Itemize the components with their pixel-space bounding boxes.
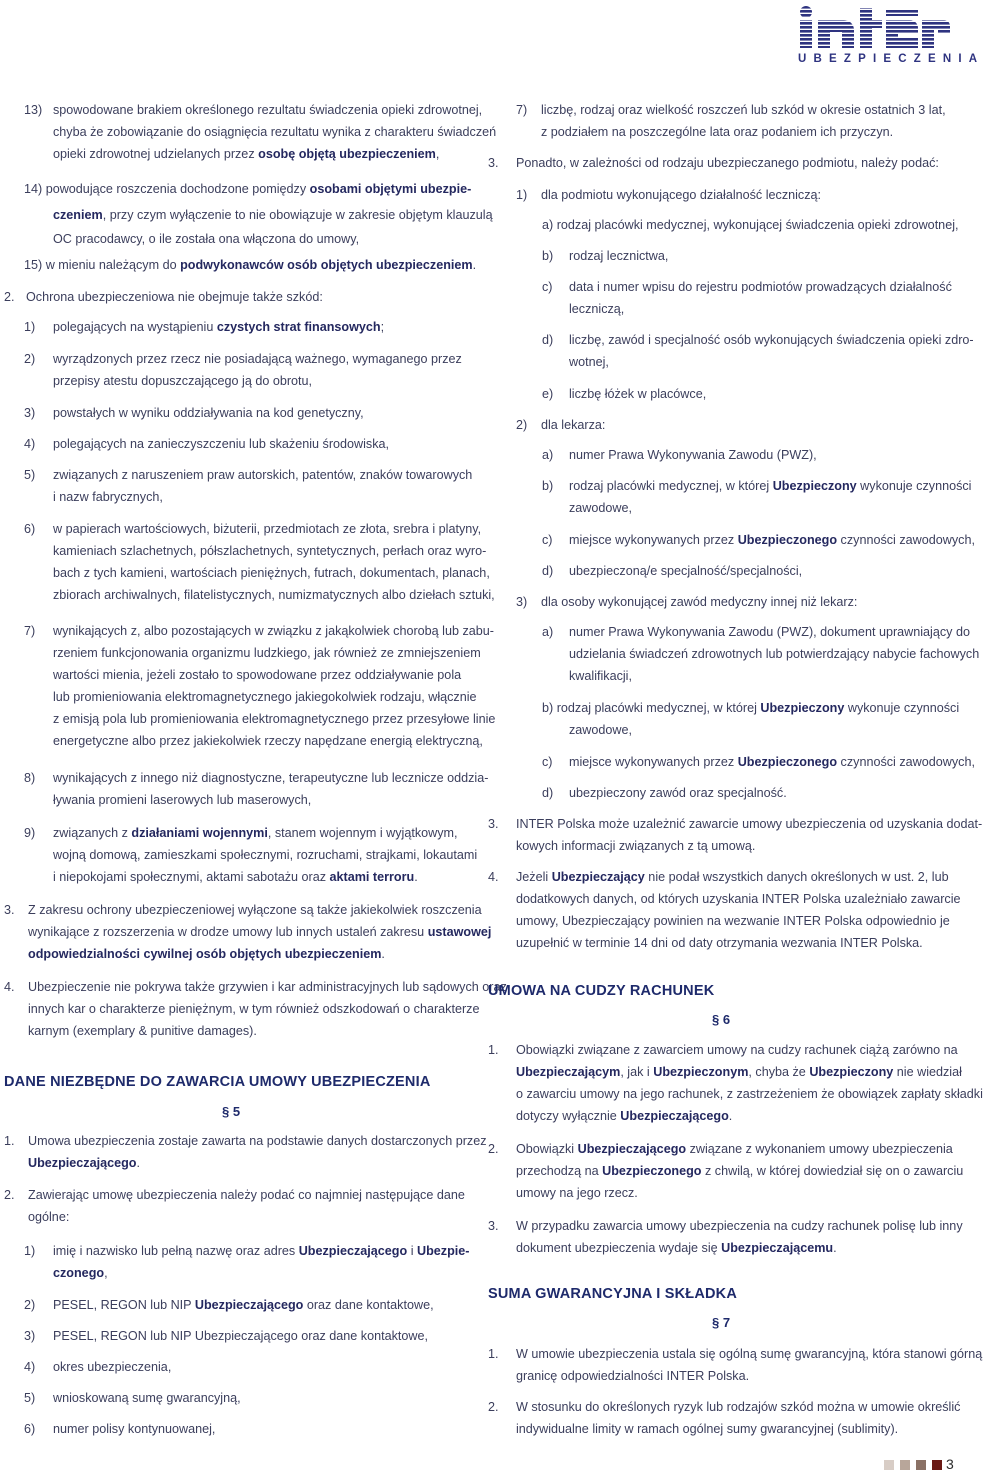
list-item: 7) liczbę, rodzaj oraz wielkość roszczeń lub szkód w okresie ostatnich 3 lat, z podziałem na poszczególne lata oraz podaniem ich przyczyn.: [516, 103, 946, 139]
list-item: 4) polegających na zanieczyszczeniu lub skażeniu środowiska,: [24, 437, 390, 451]
footer-square: [932, 1460, 942, 1470]
section-4: 4. Ubezpieczenie nie pokrywa także grzywien i kar administracyjnych lub sądowych oraz innych kar o charakterze pieniężnym, w tym również odszkodowań o charakterze karnym (exemplary & punitive damages).: [4, 980, 507, 1038]
list-item: 15) w mieniu należącym do podwykonawców osób objętych ubezpieczeniem.: [24, 258, 477, 272]
list-item: 5) wnioskowaną sumę gwarancyjną,: [24, 1391, 241, 1405]
paragraph-number: § 5: [222, 1104, 241, 1119]
list-item: 1) dla podmiotu wykonującego działalność leczniczą:: [516, 188, 822, 202]
section-7-2: 2. W stosunku do określonych ryzyk lub rodzajów szkód można w umowie określić indywidualne limity w ramach ogólnej sumy gwarancyjnej (sublimity).: [488, 1400, 961, 1436]
list-item: a) numer Prawa Wykonywania Zawodu (PWZ),: [542, 448, 817, 462]
list-item: c) data i numer wpisu do rejestru podmiotów prowadzących działalność leczniczą,: [542, 280, 952, 316]
list-item: 1) polegających na wystąpieniu czystych strat finansowych;: [24, 320, 385, 334]
list-item: 6) w papierach wartościowych, biżuterii, przedmiotach ze złota, srebra i platyny, kamieniach szlachetnych, półszlachetnych, syntetycznych, perłach oraz wyro- bach z tych kamieni, wartościach pieniężnych, futrach, dokumentach, planach, zbiorach archiwalnych, filatelistycznych, numizmatycznych albo dziełach sztuki,: [24, 522, 495, 602]
list-item: 6) numer polisy kontynuowanej,: [24, 1422, 216, 1436]
section-heading: SUMA GWARANCYJNA I SKŁADKA: [488, 1286, 738, 1302]
section-4: 4. Jeżeli Ubezpieczający nie podał wszystkich danych określonych w ust. 2, lub dodatkowych danych, od których uzyskania INTER Polska uzależniało zawarcie umowy, Ubezpieczający powinien na wezwanie INTER Polska odpowiednio je uzupełnić w terminie 14 dni od daty otrzymania wezwania INTER Polska.: [488, 870, 961, 950]
section-3: 3. Z zakresu ochrony ubezpieczeniowej wyłączone są także jakiekolwiek roszczenia wynikające z rozszerzenia w drodze umowy lub innych ustaleń zakresu ustawowej odpowiedzialności cywilnej osób objętych ubezpieczeniem.: [4, 903, 492, 961]
list-item: a) numer Prawa Wykonywania Zawodu (PWZ), dokument uprawniający do udzielania świadczeń zdrowotnych lub potwierdzający nabycie fachowych kwalifikacji,: [542, 625, 980, 683]
paragraph-number: § 6: [712, 1012, 731, 1027]
list-item: 8) wynikających z innego niż diagnostyczne, terapeutyczne lub lecznicze oddzia- ływania promieni laserowych lub maserowych,: [24, 771, 489, 807]
list-item: 2) dla lekarza:: [516, 418, 606, 432]
section-heading: DANE NIEZBĘDNE DO ZAWARCIA UMOWY UBEZPIECZENIA: [4, 1074, 431, 1090]
footer-square: [884, 1460, 894, 1470]
list-item: d) ubezpieczony zawód oraz specjalność.: [542, 786, 787, 800]
list-item: 1) imię i nazwisko lub pełną nazwę oraz adres Ubezpieczającego i Ubezpie- czonego,: [24, 1244, 470, 1280]
list-item: d) ubezpieczoną/e specjalność/specjalności,: [542, 564, 803, 578]
paragraph-number: § 7: [712, 1315, 731, 1330]
section-5-1: 1. Umowa ubezpieczenia zostaje zawarta na podstawie danych dostarczonych przez Ubezpieczającego.: [4, 1134, 487, 1170]
section-6-3: 3. W przypadku zawarcia umowy ubezpieczenia na cudzy rachunek polisę lub inny dokument ubezpieczenia wydaje się Ubezpieczającemu.: [488, 1219, 963, 1255]
list-item: b) rodzaj placówki medycznej, w której Ubezpieczony wykonuje czynności zawodowe,: [542, 479, 972, 515]
logo-subtitle: UBEZPIECZENIA: [798, 53, 984, 65]
list-item: 3) dla osoby wykonującej zawód medyczny innej niż lekarz:: [516, 595, 858, 609]
list-item: 4) okres ubezpieczenia,: [24, 1360, 172, 1374]
list-item: b) rodzaj placówki medycznej, w której Ubezpieczony wykonuje czynności zawodowe,: [542, 701, 960, 737]
section-heading: UMOWA NA CUDZY RACHUNEK: [488, 983, 715, 999]
list-item: 3) powstałych w wyniku oddziaływania na kod genetyczny,: [24, 406, 364, 420]
list-item: 2) wyrządzonych przez rzecz nie posiadającą ważnego, wymaganego przez przepisy atestu dopuszczającego ją do obrotu,: [24, 352, 462, 388]
section-6-2: 2. Obowiązki Ubezpieczającego związane z wykonaniem umowy ubezpieczenia przechodzą na Ubezpieczonego z chwilą, w której dowiedział się on o zawarciu umowy na jego rzecz.: [488, 1142, 964, 1200]
section-5-2: 2. Zawierając umowę ubezpieczenia należy podać co najmniej następujące dane ogólne:: [4, 1188, 465, 1224]
section-3: 3. Ponadto, w zależności od rodzaju ubezpieczanego podmiotu, należy podać:: [488, 156, 939, 170]
inter-logo: [792, 2, 984, 68]
list-item: d) liczbę, zawód i specjalność osób wykonujących świadczenia opieki zdro- wotnej,: [542, 333, 974, 369]
section-7-1: 1. W umowie ubezpieczenia ustala się ogólną sumę gwarancyjną, która stanowi górną granicę odpowiedzialności INTER Polska.: [488, 1347, 983, 1383]
list-item: 13) spowodowane brakiem określonego rezultatu świadczenia opieki zdrowotnej, chyba że zobowiązanie do osiągnięcia rezultatu wynika z charakteru świadczeń opieki zdrowotnej udzielanych przez osobę objętą ubezpieczeniem,: [24, 103, 497, 161]
inter-logo-wordmark: [794, 2, 950, 50]
list-item: 9) związanych z działaniami wojennymi, stanem wojennym i wyjątkowym, wojną domową, zamieszkami społecznymi, rozruchami, strajkami, lokautami i niepokojami społecznymi, aktami sabotażu oraz aktami terroru.: [24, 826, 478, 884]
list-item: c) miejsce wykonywanych przez Ubezpieczonego czynności zawodowych,: [542, 755, 975, 769]
list-item: 5) związanych z naruszeniem praw autorskich, patentów, znaków towarowych i nazw fabrycznych,: [24, 468, 473, 504]
list-item: 7) wynikających z, albo pozostających w związku z jakąkolwiek chorobą lub zabu- rzeniem funkcjonowania organizmu ludzkiego, jak również ze zmniejszeniem wartości mienia, jeżeli zostało to spowodowane przez oddziaływanie pola lub promieniowania elektromagnetycznego jakiegokolwiek rodzaju, włącznie z emisją pola lub promieniowania elektromagnetycznego przez przesyłowe linie energetyczne albo przez jakiekolwiek rzeczy napędzane energią elektryczną,: [24, 624, 496, 748]
list-item: e) liczbę łóżek w placówce,: [542, 387, 707, 401]
section-3b: 3. INTER Polska może uzależnić zawarcie umowy ubezpieczenia od uzyskania dodat- kowych informacji związanych z tą umową.: [488, 817, 983, 853]
footer-square: [916, 1460, 926, 1470]
list-item: 14) powodujące roszczenia dochodzone pomiędzy osobami objętymi ubezpie- czeniem, przy czym wyłączenie to nie obowiązuje w zakresie objętym klauzulą OC pracodawcy, o ile została ona włączona do umowy,: [24, 182, 493, 246]
list-item: c) miejsce wykonywanych przez Ubezpieczonego czynności zawodowych,: [542, 533, 975, 547]
section-2: 2. Ochrona ubezpieczeniowa nie obejmuje także szkód:: [4, 290, 323, 304]
list-item: 2) PESEL, REGON lub NIP Ubezpieczającego oraz dane kontaktowe,: [24, 1298, 434, 1312]
page-number: 3: [946, 1456, 954, 1472]
footer-square: [900, 1460, 910, 1470]
section-6-1: 1. Obowiązki związane z zawarciem umowy na cudzy rachunek ciążą zarówno na Ubezpieczającym, jak i Ubezpieczonym, chyba że Ubezpieczony nie wiedział o zawarciu umowy na jego rachunek, z zastrzeżeniem że obowiązek zapłaty składki dotyczy wyłącznie Ubezpieczającego.: [488, 1043, 983, 1123]
list-item: 3) PESEL, REGON lub NIP Ubezpieczającego oraz dane kontaktowe,: [24, 1329, 428, 1343]
list-item: a) rodzaj placówki medycznej, wykonującej świadczenia opieki zdrowotnej,: [542, 218, 959, 232]
list-item: b) rodzaj lecznictwa,: [542, 249, 669, 263]
